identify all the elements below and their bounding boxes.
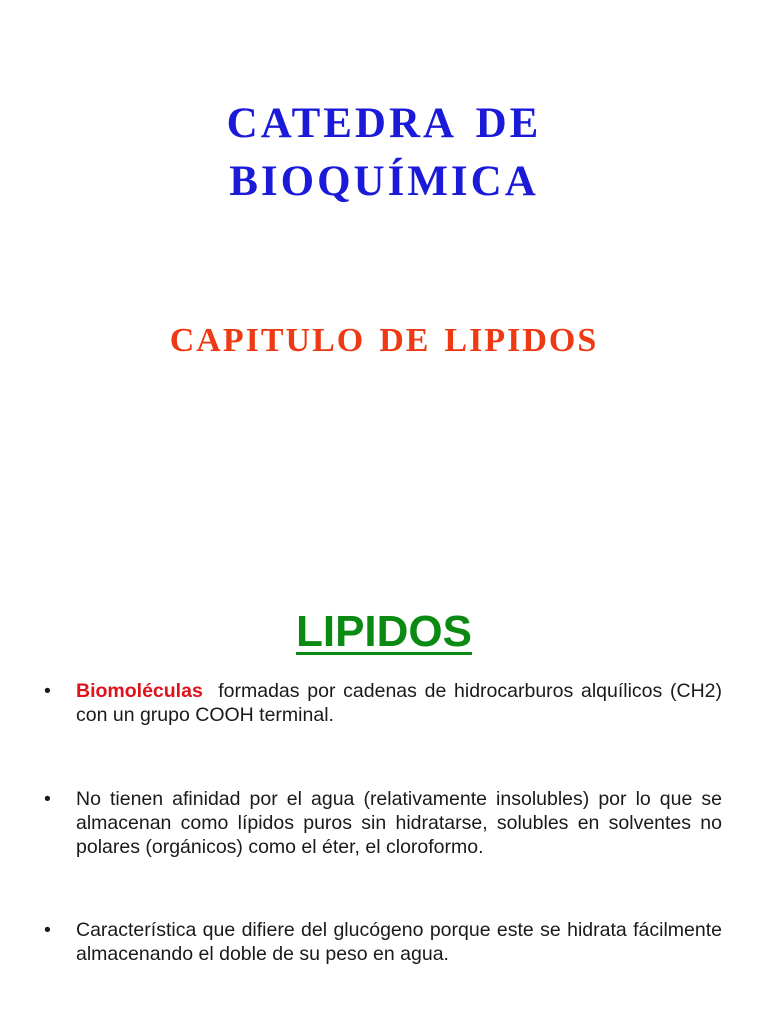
bullet-text: No tienen afinidad por el agua (relativamente insolubles) por lo que se almacenan como lípidos puros sin hidratarse, solubles en solventes no polares (orgánicos) como el éter, el cloroformo.: [76, 788, 722, 858]
bullet-marker: •: [44, 919, 51, 941]
bullet-item: [44, 679, 728, 727]
bullet-text: [76, 679, 728, 727]
bullet-marker: •: [44, 680, 51, 702]
bullet-item: [44, 787, 722, 859]
bullet-item: [44, 918, 722, 966]
chapter-subtitle: capitulo de lipidos: [169, 309, 599, 362]
page-title: [0, 83, 768, 209]
bullet-body: formadas por cadenas de hidrocarburos alquílicos (CH2) con un grupo COOH terminal.: [76, 680, 728, 726]
bullet-text: Característica que difiere del glucógeno porque este se hidrata fácilmente almacenando el doble de su peso en agua.: [76, 919, 722, 965]
section-heading: LIPIDOS: [295, 607, 473, 656]
title-line-2: bioquímica: [229, 141, 539, 209]
highlight-term: Biomoléculas: [76, 680, 203, 702]
title-line-1: catedra de: [226, 83, 542, 151]
bullet-marker: •: [44, 788, 51, 810]
